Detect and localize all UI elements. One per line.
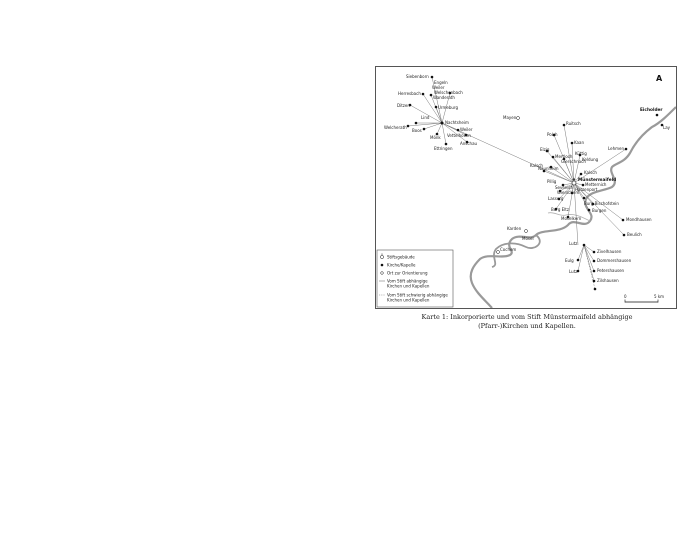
label-karden: Karden [507,226,522,231]
legend-stift: Stiftsgebäude [387,254,415,260]
label-pillig: Pillig [547,179,557,184]
caption-line-2: (Pfarr-)Kirchen und Kapellen. [478,321,576,330]
label-kaan: Kaan [574,140,584,145]
north-arrow: A [656,74,663,83]
label-siebenborn: Siebenborn [406,74,429,79]
label-vettelhoven: Vettelhoven [447,133,471,138]
label-cochem: Cochem [500,247,517,252]
label-sevenich: Sevenich [555,185,574,190]
label-zilshausen: Zilshausen [597,278,619,283]
label-dommershausen: Dommershausen [597,258,632,263]
label-welschenbach: Welschenbach [434,90,463,95]
label-gierschnach: Gierschnach [561,159,586,164]
label-monk: Mönk [430,135,441,140]
label-kalsch: Kalsch [530,163,543,168]
label-mondhausen: Mondhausen [626,217,652,222]
label-ettringen: Ettringen [434,146,453,151]
label-eicholder: Eicholder [640,108,663,113]
label-moselkern: Moselkern [561,216,582,221]
label-muenstermaifeld: Münstermaifeld [578,178,617,183]
legend-abh-1: Vom Stift abhängige [387,278,428,284]
orientation-dots [497,117,528,254]
label-beulich: Beulich [627,232,642,237]
mosel-river [471,107,676,308]
label-burg-bischofstein: Burg Bischofstein [584,201,619,206]
lutz-links [578,245,594,281]
label-anschau: Anschau [460,141,478,146]
scale-start: 0 [624,294,627,299]
legend-sch-1: Vom Stift schwierig abhängige [387,292,448,298]
label-burg-eltz: Burg Eltz [551,207,569,212]
label-wanderath: Wanderath [433,95,455,100]
label-urmeburg: Urmeburg [438,105,459,110]
label-ditzen: Ditzen [397,103,410,108]
label-naunheim: Naunheim [538,166,559,171]
label-nachtsheim: Nachtsheim [445,120,469,125]
label-burgen: Burgen [592,208,607,213]
legend [377,250,453,307]
label-welcherath: Welcherath [384,125,407,130]
scale-bar [624,294,664,303]
label-lutz-b: Lutz [569,269,578,274]
label-zivelhausen: Zivelhausen [597,249,622,254]
label-herresbach: Herresbach [398,91,421,96]
label-kuttig: Küttig [575,151,587,156]
label-elzig: Elzig [540,147,550,152]
label-keldung: Keldung [582,157,599,162]
label-metternich: Metternich [585,182,607,187]
label-lehmen: Lehmen [608,146,625,151]
label-mertloch: Mertloch [555,154,573,159]
label-lay: Lay [663,125,671,130]
label-boos: Boos [412,128,422,133]
legend-sch-2: Kirchen und Kapellen [387,297,430,303]
label-lutz: Lutz [569,241,578,246]
label-mosel: Mosel [522,236,534,241]
legend-kirche: Kirche/Kapelle [387,262,416,268]
label-ruitsch: Ruitsch [566,121,581,126]
label-wierschem: Wierschem [557,190,580,195]
caption-line-1: Karte 1: Inkorporierte und vom Stift Münstermaifeld abhängige [421,313,633,321]
legend-abh-2: Kirchen und Kapellen [387,283,430,289]
map-caption [376,313,678,330]
legend-ort: Ort zur Orientierung [387,270,428,276]
map-frame [375,66,677,309]
label-petershausen: Petershausen [597,268,625,273]
label-lind: Lind [421,115,430,120]
label-kalt: Kalsch [584,170,597,175]
label-engeln: Engeln [434,80,448,85]
label-eulg: Eulg [565,258,574,263]
label-weiler-a: Weiler [432,85,445,90]
scale-end: 5 km [654,294,665,299]
map-canvas [376,67,676,308]
label-lasserg: Lasserg [548,196,564,201]
label-mayen: Mayen [503,115,517,120]
label-weiler-b: Weiler [460,127,473,132]
label-hatzenport: Hatzenport [575,187,598,192]
label-polch: Polch [547,132,558,137]
